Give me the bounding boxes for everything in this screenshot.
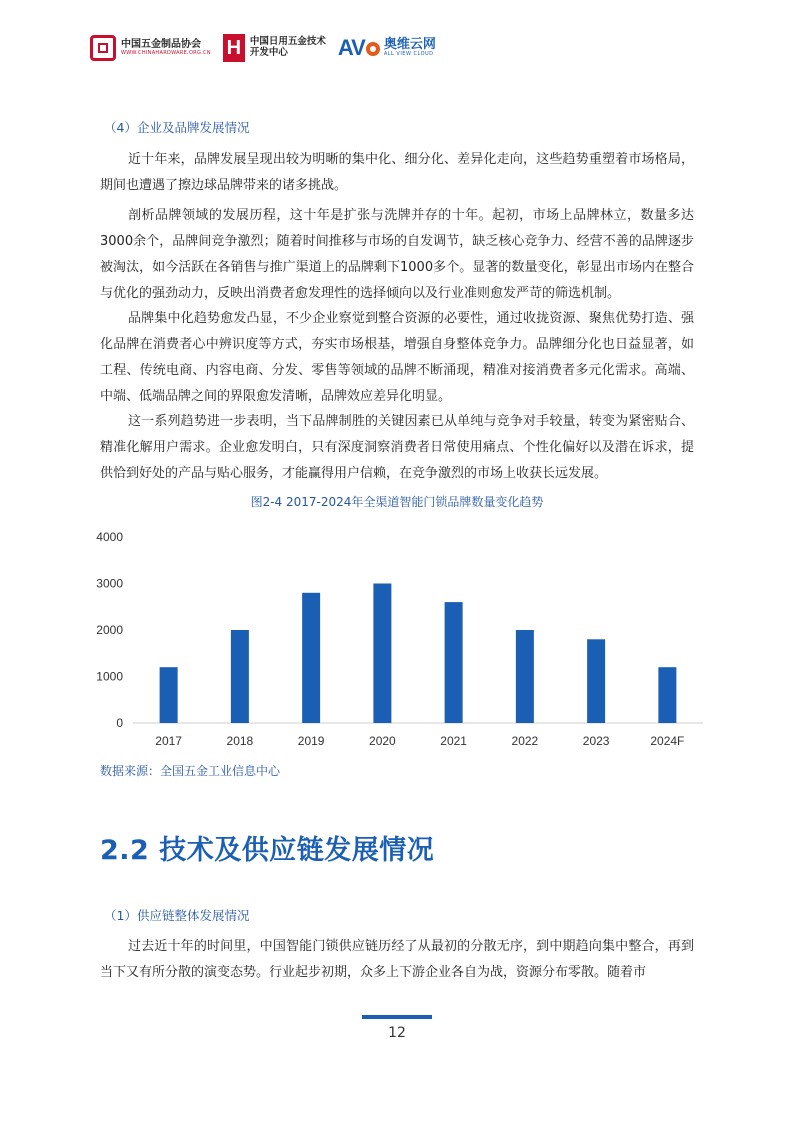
bar-2023 bbox=[587, 639, 605, 723]
page-number: 12 bbox=[388, 1025, 406, 1041]
subsection-heading-brands: （4）企业及品牌发展情况 bbox=[104, 120, 250, 135]
association-emblem-icon bbox=[90, 35, 116, 61]
avc-emblem-icon: AV bbox=[338, 35, 380, 61]
x-tick-label: 2021 bbox=[440, 734, 467, 748]
logo-china-hardware-association bbox=[90, 35, 211, 61]
x-tick-label: 2022 bbox=[511, 734, 539, 748]
logo3-name: 奥维云网 bbox=[383, 37, 436, 53]
brand-count-bar-chart bbox=[88, 525, 708, 755]
y-tick-label: 2000 bbox=[96, 623, 123, 637]
logo-avc bbox=[338, 35, 436, 61]
x-tick-label: 2017 bbox=[155, 734, 182, 748]
h-emblem-icon: H bbox=[223, 34, 245, 62]
paragraph-3: 品牌集中化趋势愈发凸显，不少企业察觉到整合资源的必要性，通过收拢资源、聚焦优势打造、强化品牌在消费者心中辨识度等方式，夯实市场根基，增强自身整体竞争力。品牌细分化也日益显著，如工程、传统电商、内容电商、分发、零售等领域的品牌不断涌现，精准对接消费者多元化需求。高端、中端、低端品牌之间的界限愈发清晰，品牌效应差异化明显。 bbox=[100, 311, 694, 404]
paragraph-supply-chain: 过去近十年的时间里，中国智能门锁供应链历经了从最初的分散无序，到中期趋向集中整合，再到当下又有所分散的演变态势。行业起步初期，众多上下游企业各自为战，资源分布零散。随着市 bbox=[100, 939, 694, 980]
logo1-sub: WWW.CHINAHARDWARE.ORG.CN bbox=[121, 49, 211, 56]
header-logos bbox=[90, 30, 436, 66]
data-source: 数据来源：全国五金工业信息中心 bbox=[100, 764, 281, 778]
x-tick-label: 2024F bbox=[650, 734, 685, 748]
bar-2024F bbox=[658, 667, 676, 723]
x-tick-label: 2020 bbox=[369, 734, 396, 748]
x-tick-label: 2019 bbox=[297, 734, 325, 748]
bar-2017 bbox=[160, 667, 178, 723]
y-tick-label: 0 bbox=[116, 716, 123, 730]
logo3-sub: ALL VIEW CLOUD bbox=[383, 51, 434, 58]
paragraph-1: 近十年来，品牌发展呈现出较为明晰的集中化、细分化、差异化走向，这些趋势重塑着市场格局，期间也遭遇了擦边球品牌带来的诸多挑战。 bbox=[100, 152, 694, 193]
chart-title: 图2-4 2017-2024年全渠道智能门锁品牌数量变化趋势 bbox=[250, 495, 544, 509]
page-number-rule bbox=[362, 1015, 432, 1019]
logo1-name: 中国五金制品协会 bbox=[121, 39, 201, 51]
logo2-line2: 开发中心 bbox=[249, 47, 288, 58]
logo2-line1: 中国日用五金技术 bbox=[249, 36, 326, 48]
bar-2020 bbox=[373, 584, 391, 724]
bar-2018 bbox=[231, 630, 249, 723]
y-tick-label: 1000 bbox=[96, 669, 123, 684]
paragraph-2: 剖析品牌领域的发展历程，这十年是扩张与洗牌并存的十年。起初，市场上品牌林立，数量多达3000余个，品牌间竞争激烈；随着时间推移与市场的自发调节，缺乏核心竞争力、经营不善的品牌逐步被淘汰，如今活跃在各销售与推广渠道上的品牌剩下1000多个。显著的数量变化，彰显出市场内在整合与优化的强劲动力，反映出消费者愈发理性的选择倾向以及行业准则愈发严苛的筛选机制。 bbox=[100, 208, 694, 301]
y-tick-label: 3000 bbox=[96, 576, 123, 591]
logo-hardware-tech-center bbox=[223, 34, 326, 62]
bar-2019 bbox=[302, 593, 320, 723]
subsection-heading-supply-chain: （1）供应链整体发展情况 bbox=[104, 908, 250, 923]
bar-2021 bbox=[445, 602, 463, 723]
y-tick-label: 4000 bbox=[96, 530, 123, 544]
x-tick-label: 2018 bbox=[226, 734, 254, 748]
bar-2022 bbox=[516, 630, 534, 723]
paragraph-4: 这一系列趋势进一步表明，当下品牌制胜的关键因素已从单纯与竞争对手较量，转变为紧密贴合、精准化解用户需求。企业愈发明白，只有深度洞察消费者日常使用痛点、个性化偏好以及潜在诉求，提供恰到好处的产品与贴心服务，才能赢得用户信赖，在竞争激烈的市场上收获长远发展。 bbox=[100, 414, 694, 481]
section-title: 2.2 技术及供应链发展情况 bbox=[100, 835, 435, 866]
x-tick-label: 2023 bbox=[582, 734, 610, 748]
